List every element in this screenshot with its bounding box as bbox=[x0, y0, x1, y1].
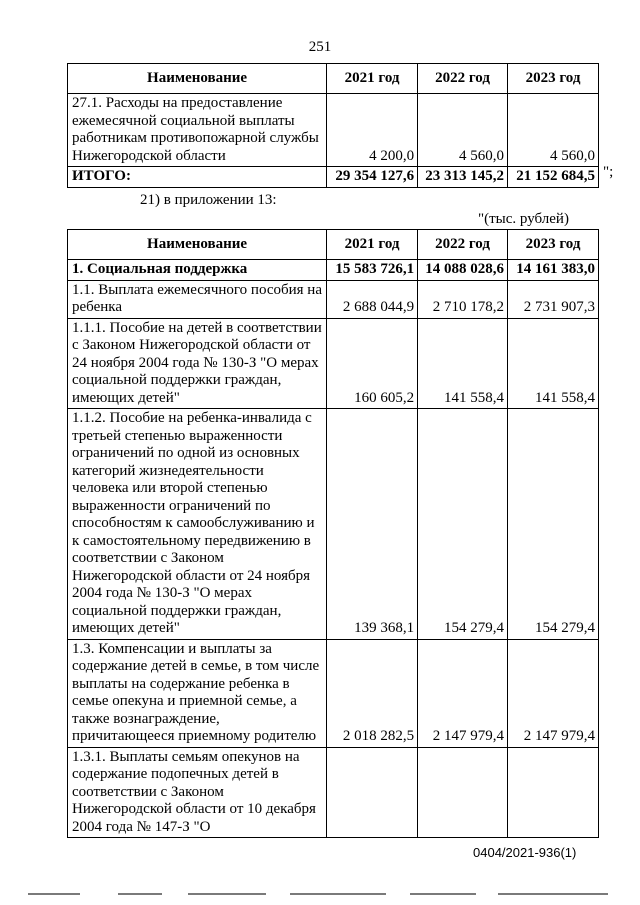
row-value-2021: 139 368,1 bbox=[327, 409, 418, 640]
row-value-2022: 4 560,0 bbox=[418, 94, 508, 167]
scan-mark bbox=[498, 893, 608, 895]
table-appendix-continuation bbox=[67, 63, 599, 188]
scan-mark bbox=[118, 893, 162, 895]
header-2021: 2021 год bbox=[327, 64, 418, 94]
row-value-2023: 2 147 979,4 bbox=[508, 639, 599, 747]
row-value-2023: 154 279,4 bbox=[508, 409, 599, 640]
row-value-2021: 2 688 044,9 bbox=[327, 280, 418, 318]
header-2022: 2022 год bbox=[418, 230, 508, 260]
header-name: Наименование bbox=[68, 64, 327, 94]
closing-quote: "; bbox=[603, 164, 614, 180]
total-2021: 29 354 127,6 bbox=[327, 167, 418, 188]
header-2021: 2021 год bbox=[327, 230, 418, 260]
row-value-2022: 141 558,4 bbox=[418, 318, 508, 409]
table-header-row bbox=[68, 64, 599, 94]
table-row bbox=[68, 747, 599, 838]
total-2022: 23 313 145,2 bbox=[418, 167, 508, 188]
row-value-2022: 2 710 178,2 bbox=[418, 280, 508, 318]
table-row bbox=[68, 280, 599, 318]
row-value-2021 bbox=[327, 747, 418, 838]
row-name: 1.3.1. Выплаты семьям опекунов на содержание подопечных детей в соответствии с Законом Нижегородской области от 10 декабря 2004 года № 147-З "О bbox=[68, 747, 327, 838]
row-value-2021: 2 018 282,5 bbox=[327, 639, 418, 747]
scan-mark bbox=[290, 893, 386, 895]
row-value-2023: 4 560,0 bbox=[508, 94, 599, 167]
row-name: 1. Социальная поддержка bbox=[68, 260, 327, 281]
scan-artifact-strip bbox=[28, 891, 628, 897]
header-2023: 2023 год bbox=[508, 230, 599, 260]
total-row bbox=[68, 167, 599, 188]
page-number: 251 bbox=[308, 39, 332, 55]
row-value-2021: 4 200,0 bbox=[327, 94, 418, 167]
row-value-2023: 14 161 383,0 bbox=[508, 260, 599, 281]
document-code: 0404/2021-936(1) bbox=[473, 845, 577, 860]
total-label: ИТОГО: bbox=[68, 167, 327, 188]
row-name: 1.1. Выплата ежемесячного пособия на ребенка bbox=[68, 280, 327, 318]
row-name: 1.3. Компенсации и выплаты за содержание детей в семье, в том числе выплаты на содержание ребенка в семье опекуна и приемной семье, а также вознаграждение, причитающееся приемному родителю bbox=[68, 639, 327, 747]
table-row bbox=[68, 260, 599, 281]
total-2023: 21 152 684,5 bbox=[508, 167, 599, 188]
row-value-2021: 15 583 726,1 bbox=[327, 260, 418, 281]
header-2023: 2023 год bbox=[508, 64, 599, 94]
row-value-2023 bbox=[508, 747, 599, 838]
table-header-row bbox=[68, 230, 599, 260]
subsection-heading: 21) в приложении 13: bbox=[140, 192, 277, 208]
table-row bbox=[68, 639, 599, 747]
header-name: Наименование bbox=[68, 230, 327, 260]
row-value-2021: 160 605,2 bbox=[327, 318, 418, 409]
scan-mark bbox=[28, 893, 80, 895]
row-value-2023: 2 731 907,3 bbox=[508, 280, 599, 318]
scan-mark bbox=[188, 893, 266, 895]
row-value-2022: 2 147 979,4 bbox=[418, 639, 508, 747]
row-value-2022: 14 088 028,6 bbox=[418, 260, 508, 281]
units-label: "(тыс. рублей) bbox=[478, 211, 569, 227]
row-name: 1.1.1. Пособие на детей в соответствии с Законом Нижегородской области от 24 ноября 2004 года № 130-З "О мерах социальной поддержки граждан, имеющих детей" bbox=[68, 318, 327, 409]
scan-mark bbox=[410, 893, 476, 895]
row-value-2023: 141 558,4 bbox=[508, 318, 599, 409]
row-value-2022: 154 279,4 bbox=[418, 409, 508, 640]
row-name: 1.1.2. Пособие на ребенка-инвалида с третьей степенью выраженности ограничений по одной из основных категорий жизнедеятельности человека или второй степенью выраженности ограничений по способностям к самообслуживанию и к самостоятельному передвижению в соответствии с Законом Нижегородской области от 24 ноября 2004 года № 130-З "О мерах социальной поддержки граждан, имеющих детей" bbox=[68, 409, 327, 640]
row-value-2022 bbox=[418, 747, 508, 838]
table-row bbox=[68, 409, 599, 640]
row-name: 27.1. Расходы на предоставление ежемесячной социальной выплаты работникам противопожарной службы Нижегородской области bbox=[68, 94, 327, 167]
table-row bbox=[68, 94, 599, 167]
header-2022: 2022 год bbox=[418, 64, 508, 94]
table-row bbox=[68, 318, 599, 409]
table-appendix-13 bbox=[67, 229, 599, 838]
